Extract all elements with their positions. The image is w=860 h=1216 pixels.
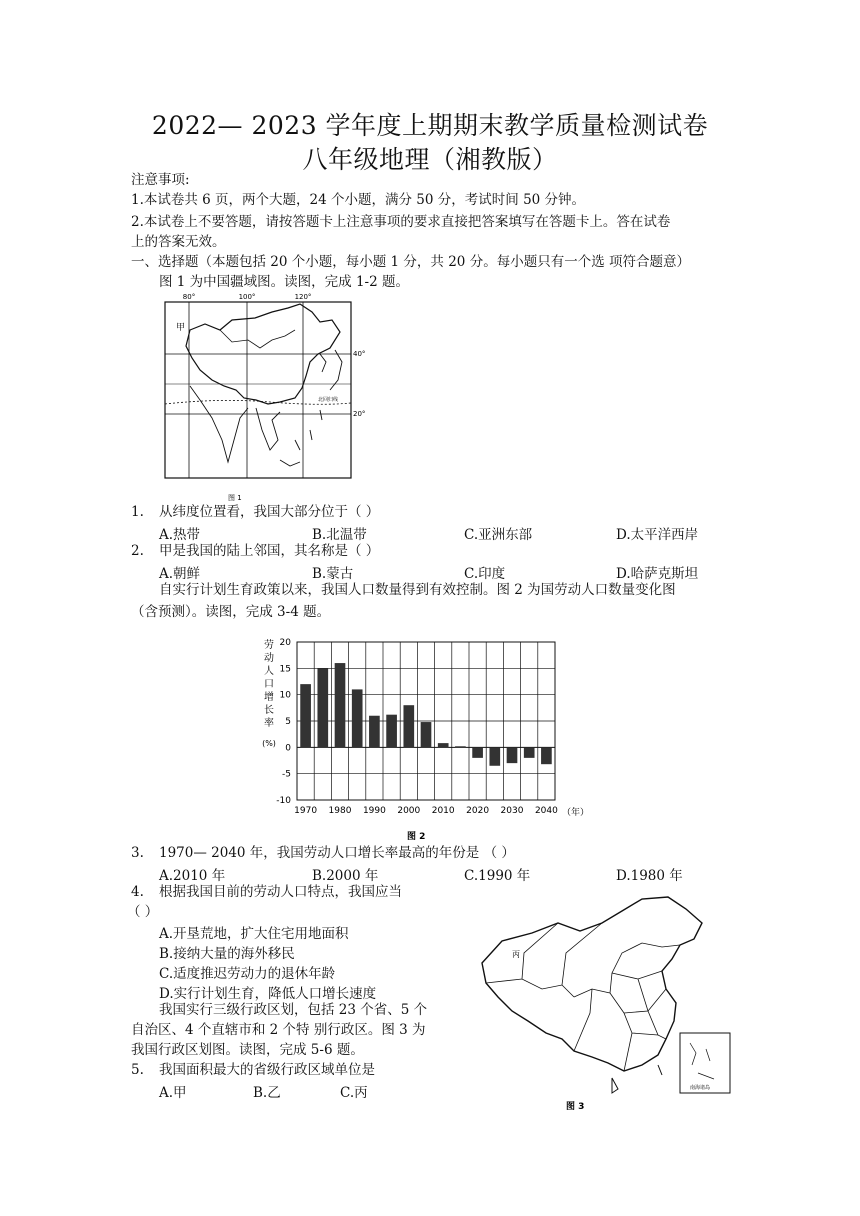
bar-2025: [489, 747, 500, 765]
bar-2010: [438, 743, 449, 747]
x-tick-label: 2040: [534, 806, 558, 816]
q2-option-c[interactable]: C.印度: [464, 566, 506, 582]
y-tick-label: 5: [285, 717, 291, 727]
fig1-caption: 图 1: [228, 494, 242, 502]
bar-1995: [386, 715, 397, 748]
inset-label: 南海诸岛: [690, 1085, 711, 1091]
y-label-char: 率: [264, 718, 274, 729]
x-tick-label: 1990: [362, 806, 386, 816]
y-tick-label: 20: [279, 638, 291, 648]
bar-1970: [300, 684, 311, 747]
bar-1985: [352, 689, 363, 747]
bar-2040: [541, 747, 552, 764]
y-tick-label: 0: [285, 743, 291, 754]
lon-label-120: 120°: [294, 293, 312, 301]
section1-heading: 一、选择题（本题包括 20 个小题，每小题 1 分，共 20 分。每小题只有一个选 项符合题意）: [131, 254, 690, 270]
y-label-char: 动: [264, 653, 274, 664]
q2-option-d[interactable]: D.哈萨克斯坦: [616, 566, 699, 582]
exam-subtitle: 八年级地理（湘教版）: [302, 145, 558, 174]
notice-item-2b: 上的答案无效。: [131, 234, 226, 250]
q2-stem: 甲是我国的陆上邻国，其名称是（ ）: [159, 543, 380, 559]
bar-2020: [472, 747, 483, 758]
figure2-labor-growth-chart: [255, 632, 595, 844]
china-outline: [482, 897, 702, 1071]
fig1-intro: 图 1 为中国疆域图。读图，完成 1-2 题。: [159, 274, 409, 290]
q1-option-b[interactable]: B.北温带: [312, 527, 367, 543]
x-tick-label: 2010: [431, 806, 455, 816]
x-tick-label: 1980: [328, 806, 352, 816]
lat-label-20: 20°: [353, 410, 366, 418]
q4-option-c[interactable]: C.适度推迟劳动力的退休年龄: [159, 966, 336, 982]
notice-item-2a: 2.本试卷上不要答题，请按答题卡上注意事项的要求直接把答案填写在答题卡上。答在试卷: [131, 214, 671, 230]
bar-2000: [403, 705, 414, 747]
y-tick-label: -10: [276, 796, 291, 806]
fig2-caption: 图 2: [407, 832, 426, 842]
bar-1980: [335, 663, 346, 747]
x-tick-label: 1970: [294, 806, 318, 816]
y-tick-label: 10: [279, 690, 291, 701]
q5-option-c[interactable]: C.丙: [340, 1085, 368, 1101]
y-label-unit: (%): [262, 739, 276, 748]
notice-heading: 注意事项:: [131, 172, 190, 188]
q4-option-d[interactable]: D.实行计划生育，降低人口增长速度: [159, 986, 377, 1002]
q3-stem: 1970— 2040 年，我国劳动人口增长率最高的年份是 （ ）: [159, 845, 515, 861]
lon-label-100: 100°: [238, 293, 256, 301]
y-axis-label: [262, 638, 276, 748]
y-tick-labels: [276, 638, 291, 806]
y-tick-label: -5: [282, 769, 291, 780]
fig2-intro-line2: （含预测）。读图，完成 3-4 题。: [131, 604, 331, 620]
bar-2005: [421, 722, 432, 747]
bar-1990: [369, 716, 380, 748]
bar-2035: [524, 747, 535, 758]
bar-2030: [507, 747, 518, 763]
q5-stem: 我国面积最大的省级行政区域单位是: [159, 1062, 375, 1078]
q1-option-a[interactable]: A.热带: [159, 527, 201, 543]
y-label-char: 人: [264, 666, 274, 677]
fig3-intro-line1: 我国实行三级行政区划，包括 23 个省、5 个: [159, 1002, 428, 1018]
lon-label-80: 80°: [182, 293, 196, 301]
fig3-caption: 图 3: [566, 1102, 585, 1112]
q3-option-a[interactable]: A.2010 年: [159, 868, 226, 884]
q5-number: 5.: [131, 1062, 144, 1078]
q4-number: 4.: [131, 884, 144, 900]
x-tick-label: 2020: [466, 806, 490, 816]
q3-option-b[interactable]: B.2000 年: [312, 868, 379, 884]
x-tick-label: 2030: [500, 806, 524, 816]
x-unit-label: （年）: [562, 808, 590, 818]
q1-number: 1.: [131, 504, 144, 520]
figure3-admin-map: [462, 893, 734, 1115]
y-label-char: 长: [264, 705, 274, 716]
q5-option-a[interactable]: A.甲: [159, 1085, 187, 1101]
q3-number: 3.: [131, 845, 144, 861]
q2-option-b[interactable]: B.蒙古: [312, 566, 354, 582]
figure1-territory-map: [160, 290, 370, 502]
q1-option-c[interactable]: C.亚洲东部: [464, 527, 533, 543]
q3-option-c[interactable]: C.1990 年: [464, 868, 531, 884]
y-label-char: 口: [264, 679, 274, 690]
lat-label-40: 40°: [353, 350, 366, 358]
q2-option-a[interactable]: A.朝鲜: [159, 566, 201, 582]
notice-item-1: 1.本试卷共 6 页，两个大题，24 个小题，满分 50 分，考试时间 50 分钟。: [131, 192, 586, 208]
q4-option-a[interactable]: A.开垦荒地，扩大住宅用地面积: [159, 926, 349, 942]
y-tick-label: 15: [279, 664, 291, 675]
q5-option-b[interactable]: B.乙: [253, 1085, 281, 1101]
bar-1975: [317, 668, 328, 747]
y-label-char: 劳: [264, 640, 274, 651]
q1-stem: 从纬度位置看，我国大部分位于（ ）: [159, 504, 380, 520]
q4-option-b[interactable]: B.接纳大量的海外移民: [159, 946, 295, 962]
q1-option-d[interactable]: D.太平洋西岸: [616, 527, 699, 543]
q4-paren: （ ）: [127, 904, 159, 920]
fig3-intro-line3: 我国行政区划图。读图，完成 5-6 题。: [131, 1042, 364, 1058]
south-china-sea-inset: [680, 1033, 730, 1093]
fig3-intro-line2: 自治区、4 个直辖市和 2 个特 别行政区。图 3 为: [131, 1022, 426, 1038]
x-tick-labels: [294, 806, 558, 816]
q3-option-d[interactable]: D.1980 年: [616, 868, 683, 884]
y-label-char: 增: [264, 692, 274, 703]
tropic-label: 北回归线: [318, 397, 339, 403]
bar-2015: [455, 746, 466, 747]
marker-bing: 丙: [512, 950, 520, 959]
marker-jia: 甲: [176, 323, 186, 333]
exam-title: 2022— 2023 学年度上期期末教学质量检测试卷: [151, 111, 709, 140]
q2-number: 2.: [131, 543, 144, 559]
q4-stem: 根据我国目前的劳动人口特点，我国应当: [159, 884, 402, 900]
fig2-intro-line1: 自实行计划生育政策以来，我国人口数量得到有效控制。图 2 为国劳动人口数量变化图: [159, 582, 676, 598]
x-tick-label: 2000: [397, 806, 421, 816]
